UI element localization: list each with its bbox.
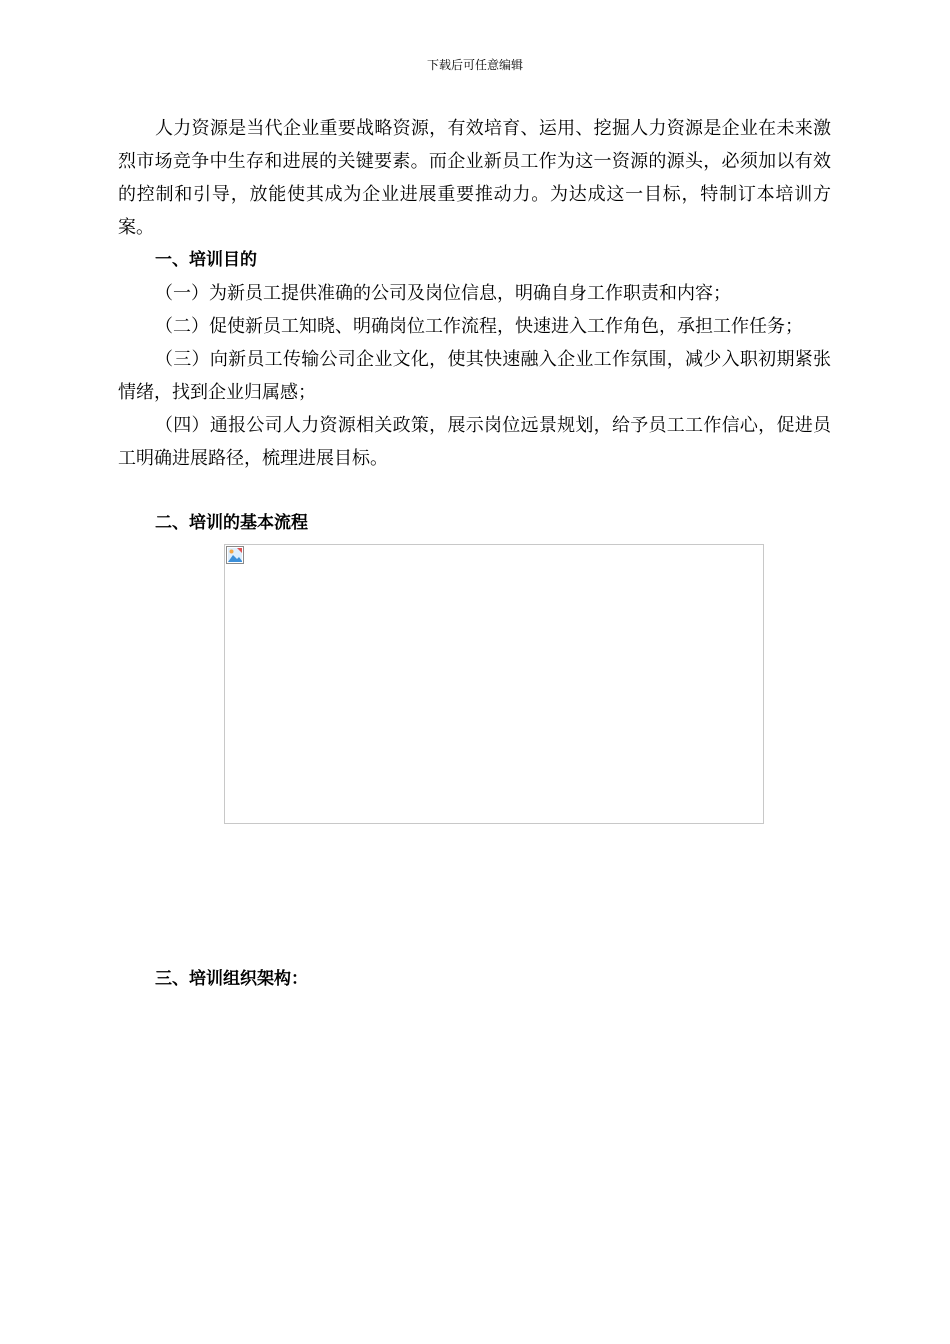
section-1-item-3: （三）向新员工传输公司企业文化，使其快速融入企业工作氛围，减少入职初期紧张情绪，找到企业归属感； — [118, 349, 831, 403]
section-1-item-2: （二）促使新员工知晓、明确岗位工作流程，快速进入工作角色，承担工作任务； — [155, 316, 803, 337]
section-1-item-4: （四）通报公司人力资源相关政策，展示岗位远景规划，给予员工工作信心，促进员工明确进展路径，梳理进展目标。 — [118, 415, 831, 469]
section-1-heading: 一、培训目的 — [155, 250, 257, 270]
section-3-heading: 三、培训组织架构： — [155, 969, 308, 989]
broken-image-icon — [226, 546, 244, 564]
document-body — [118, 112, 831, 540]
flowchart-image-placeholder — [224, 544, 764, 824]
intro-paragraph: 人力资源是当代企业重要战略资源，有效培育、运用、挖掘人力资源是企业在未来激烈市场竞争中生存和进展的关键要素。而企业新员工作为这一资源的源头，必须加以有效的控制和引导，放能使其成为企业进展重要推动力。为达成这一目标，特制订本培训方案。 — [118, 118, 831, 238]
page-header: 下载后可任意编辑 — [426, 58, 523, 72]
section-2-heading: 二、培训的基本流程 — [155, 513, 308, 533]
section-1-item-1: （一）为新员工提供准确的公司及岗位信息，明确自身工作职责和内容； — [155, 283, 731, 304]
section-spacer — [118, 475, 831, 507]
